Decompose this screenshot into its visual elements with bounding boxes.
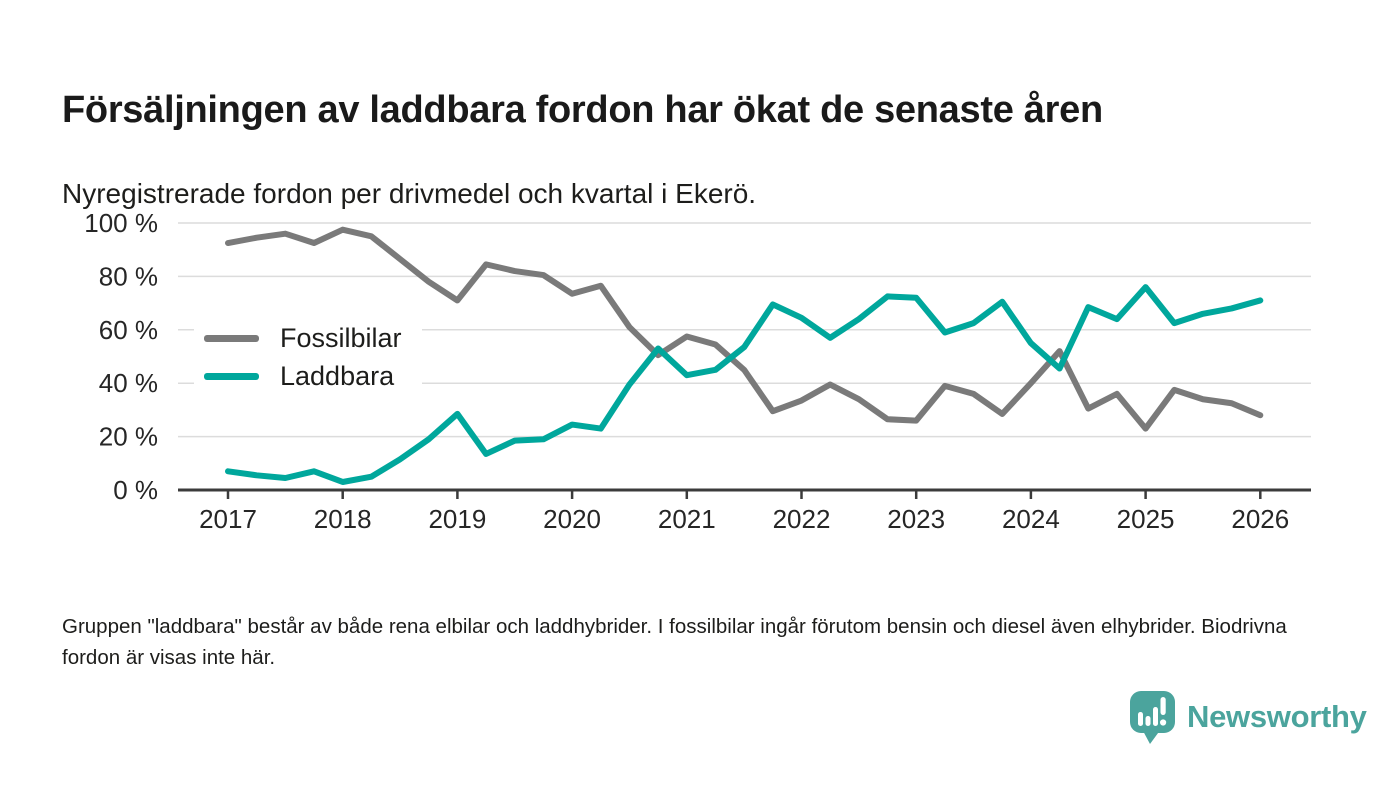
svg-text:2017: 2017 — [199, 504, 257, 534]
legend-item-laddbara — [204, 360, 402, 393]
legend-label-fossilbilar: Fossilbilar — [280, 323, 402, 353]
fossilbilar-line-swatch — [204, 335, 259, 342]
svg-text:2024: 2024 — [1001, 504, 1060, 534]
svg-text:40 %: 40 % — [98, 368, 158, 399]
svg-text:80 %: 80 % — [98, 261, 158, 292]
svg-text:60 %: 60 % — [98, 314, 158, 345]
svg-text:2020: 2020 — [543, 504, 602, 534]
newsworthy-wordmark: Newsworthy — [1187, 699, 1367, 734]
svg-text:2018: 2018 — [313, 504, 372, 534]
laddbara-line-swatch — [204, 373, 259, 380]
legend-label-laddbara: Laddbara — [280, 361, 395, 391]
legend-item-fossilbilar — [204, 322, 402, 355]
chart-footnote: Gruppen "laddbara" består av både rena elbilar och laddhybrider. I fossilbilar ingår förutom bensin och diesel även elhybrider. Biodrivna fordon är visas inte här. — [62, 614, 1287, 669]
svg-text:2021: 2021 — [657, 504, 716, 534]
svg-text:100 %: 100 % — [84, 208, 158, 238]
svg-text:2025: 2025 — [1116, 504, 1175, 534]
newsworthy-icon — [1129, 689, 1177, 745]
svg-text:2019: 2019 — [428, 504, 487, 534]
page-title: Försäljningen av laddbara fordon har ökat de senaste åren — [62, 89, 1103, 132]
chart-legend — [194, 316, 422, 401]
newsworthy-logo — [1129, 688, 1367, 746]
svg-text:2022: 2022 — [772, 504, 831, 534]
chart-subtitle: Nyregistrerade fordon per drivmedel och kvartal i Ekerö. — [62, 178, 757, 209]
svg-text:20 %: 20 % — [98, 421, 158, 452]
svg-text:0 %: 0 % — [113, 475, 158, 505]
svg-text:2026: 2026 — [1231, 504, 1290, 534]
svg-text:2023: 2023 — [887, 504, 946, 534]
